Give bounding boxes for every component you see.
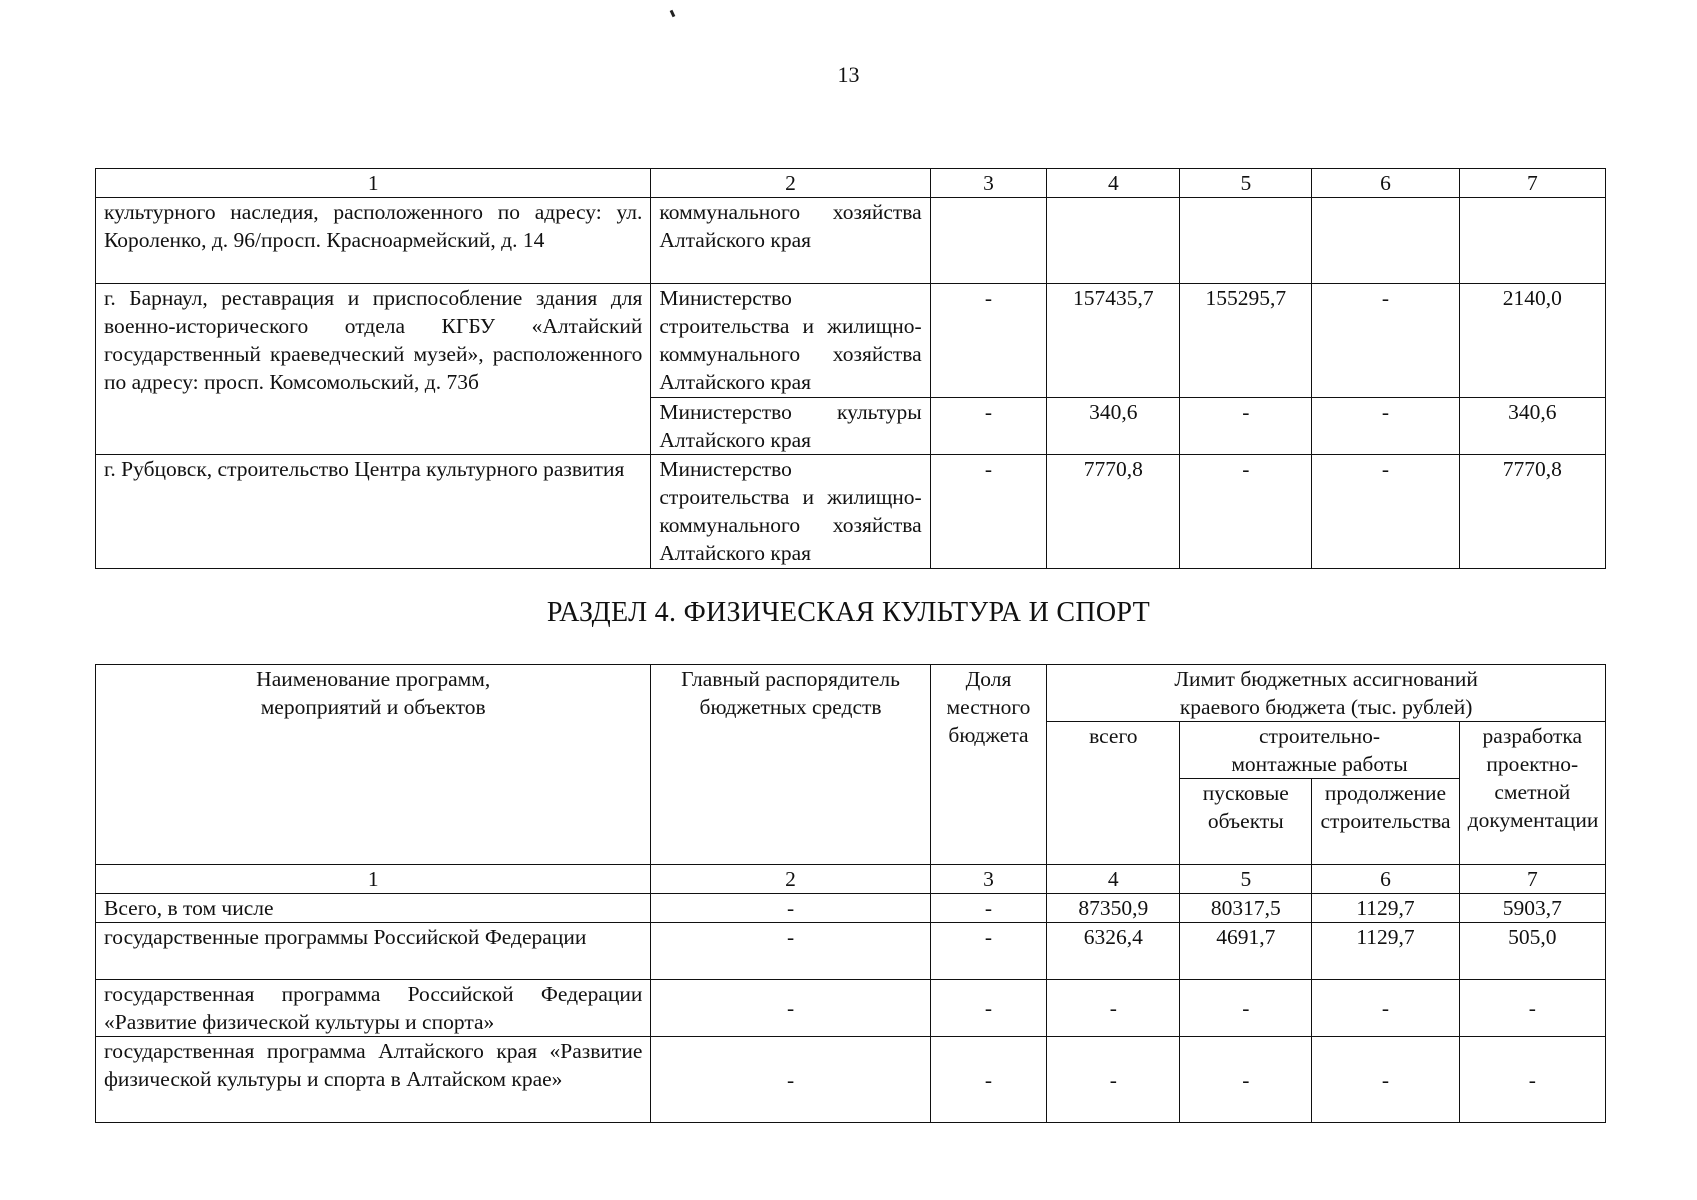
- continuation-cell: -: [1312, 455, 1459, 569]
- program-name-cell: Всего, в том числе: [96, 894, 651, 923]
- object-name-cell: культурного наследия, расположенного по адресу: ул. Короленко, д. 96/просп. Красноармейский, д. 14: [96, 198, 651, 284]
- col-index: 2: [651, 169, 930, 198]
- col-index: 1: [96, 169, 651, 198]
- local-budget-cell: -: [930, 1037, 1047, 1123]
- total-cell: 340,6: [1047, 398, 1180, 455]
- col-index: 3: [930, 169, 1047, 198]
- table-row: [96, 284, 1606, 398]
- launch-objects-cell: -: [1180, 455, 1312, 569]
- header-launch-objects: пусковые объекты: [1180, 779, 1312, 865]
- continuation-cell: -: [1312, 284, 1459, 398]
- total-cell: 7770,8: [1047, 455, 1180, 569]
- col-index: 7: [1459, 865, 1605, 894]
- col-index: 1: [96, 865, 651, 894]
- design-docs-cell: 505,0: [1459, 923, 1605, 980]
- program-name-cell: государственная программа Алтайского края «Развитие физической культуры и спорта в Алтайском крае»: [96, 1037, 651, 1123]
- local-budget-cell: [930, 198, 1047, 284]
- header-administrator: Главный распорядитель бюджетных средств: [651, 665, 930, 865]
- table-row: [96, 980, 1606, 1037]
- local-budget-cell: -: [930, 398, 1047, 455]
- col-index: 6: [1312, 169, 1459, 198]
- administrator-cell: -: [651, 980, 930, 1037]
- continuation-cell: 1129,7: [1312, 894, 1459, 923]
- design-docs-cell: [1459, 198, 1605, 284]
- design-docs-cell: 340,6: [1459, 398, 1605, 455]
- continuation-cell: 1129,7: [1312, 923, 1459, 980]
- table-row: [96, 1037, 1606, 1123]
- administrator-cell: -: [651, 1037, 930, 1123]
- program-name-cell: государственная программа Российской Федерации «Развитие физической культуры и спорта»: [96, 980, 651, 1037]
- local-budget-cell: -: [930, 455, 1047, 569]
- administrator-cell: коммунального хозяйства Алтайского края: [651, 198, 930, 284]
- total-cell: 6326,4: [1047, 923, 1180, 980]
- section-title: РАЗДЕЛ 4. ФИЗИЧЕСКАЯ КУЛЬТУРА И СПОРТ: [546, 597, 1151, 628]
- header-total: всего: [1047, 722, 1180, 865]
- table-row: [96, 198, 1606, 284]
- launch-objects-cell: -: [1180, 1037, 1312, 1123]
- table-row: [96, 894, 1606, 923]
- column-index-row: [96, 169, 1606, 198]
- header-construction: строительно-монтажные работы: [1180, 722, 1459, 779]
- design-docs-cell: 7770,8: [1459, 455, 1605, 569]
- col-index: 5: [1180, 865, 1312, 894]
- total-cell: -: [1047, 980, 1180, 1037]
- header-design-docs: разработка проектно-сметной документации: [1459, 722, 1605, 865]
- header-local-budget: Доля местного бюджета: [930, 665, 1047, 865]
- page-number: 13: [837, 62, 860, 87]
- launch-objects-cell: 155295,7: [1180, 284, 1312, 398]
- col-index: 7: [1459, 169, 1605, 198]
- continuation-cell: -: [1312, 980, 1459, 1037]
- col-index: 4: [1047, 865, 1180, 894]
- total-cell: [1047, 198, 1180, 284]
- object-name-cell: г. Барнаул, реставрация и приспособление здания для военно-исторического отдела КГБУ «Алтайский государственный краеведческий музей», расположенного по адресу: просп. Комсомольский, д. 73б: [96, 284, 651, 455]
- local-budget-cell: -: [930, 923, 1047, 980]
- administrator-cell: Министерство культуры Алтайского края: [651, 398, 930, 455]
- administrator-cell: -: [651, 894, 930, 923]
- col-index: 4: [1047, 169, 1180, 198]
- launch-objects-cell: [1180, 198, 1312, 284]
- total-cell: 87350,9: [1047, 894, 1180, 923]
- continuation-cell: [1312, 198, 1459, 284]
- table-row: [96, 923, 1606, 980]
- sport-budget-table: [95, 664, 1606, 1123]
- header-row: [96, 665, 1606, 722]
- launch-objects-cell: 4691,7: [1180, 923, 1312, 980]
- local-budget-cell: -: [930, 980, 1047, 1037]
- scan-speck: [670, 10, 676, 18]
- total-cell: 157435,7: [1047, 284, 1180, 398]
- launch-objects-cell: -: [1180, 980, 1312, 1037]
- administrator-cell: -: [651, 923, 930, 980]
- continuation-cell: -: [1312, 398, 1459, 455]
- local-budget-cell: -: [930, 284, 1047, 398]
- launch-objects-cell: -: [1180, 398, 1312, 455]
- col-index: 5: [1180, 169, 1312, 198]
- table-row: [96, 455, 1606, 569]
- design-docs-cell: -: [1459, 1037, 1605, 1123]
- continuation-table: [95, 168, 1606, 569]
- header-continuation: продолжение строительства: [1312, 779, 1459, 865]
- administrator-cell: Министерство строительства и жилищно-коммунального хозяйства Алтайского края: [651, 455, 930, 569]
- object-name-cell: г. Рубцовск, строительство Центра культурного развития: [96, 455, 651, 569]
- program-name-cell: государственные программы Российской Федерации: [96, 923, 651, 980]
- launch-objects-cell: 80317,5: [1180, 894, 1312, 923]
- design-docs-cell: 5903,7: [1459, 894, 1605, 923]
- col-index: 6: [1312, 865, 1459, 894]
- total-cell: -: [1047, 1037, 1180, 1123]
- local-budget-cell: -: [930, 894, 1047, 923]
- column-index-row: [96, 865, 1606, 894]
- design-docs-cell: -: [1459, 980, 1605, 1037]
- continuation-cell: -: [1312, 1037, 1459, 1123]
- col-index: 3: [930, 865, 1047, 894]
- header-budget-limit: Лимит бюджетных ассигнований краевого бюджета (тыс. рублей): [1047, 665, 1606, 722]
- administrator-cell: Министерство строительства и жилищно-коммунального хозяйства Алтайского края: [651, 284, 930, 398]
- header-name: Наименование программ, мероприятий и объектов: [96, 665, 651, 865]
- design-docs-cell: 2140,0: [1459, 284, 1605, 398]
- col-index: 2: [651, 865, 930, 894]
